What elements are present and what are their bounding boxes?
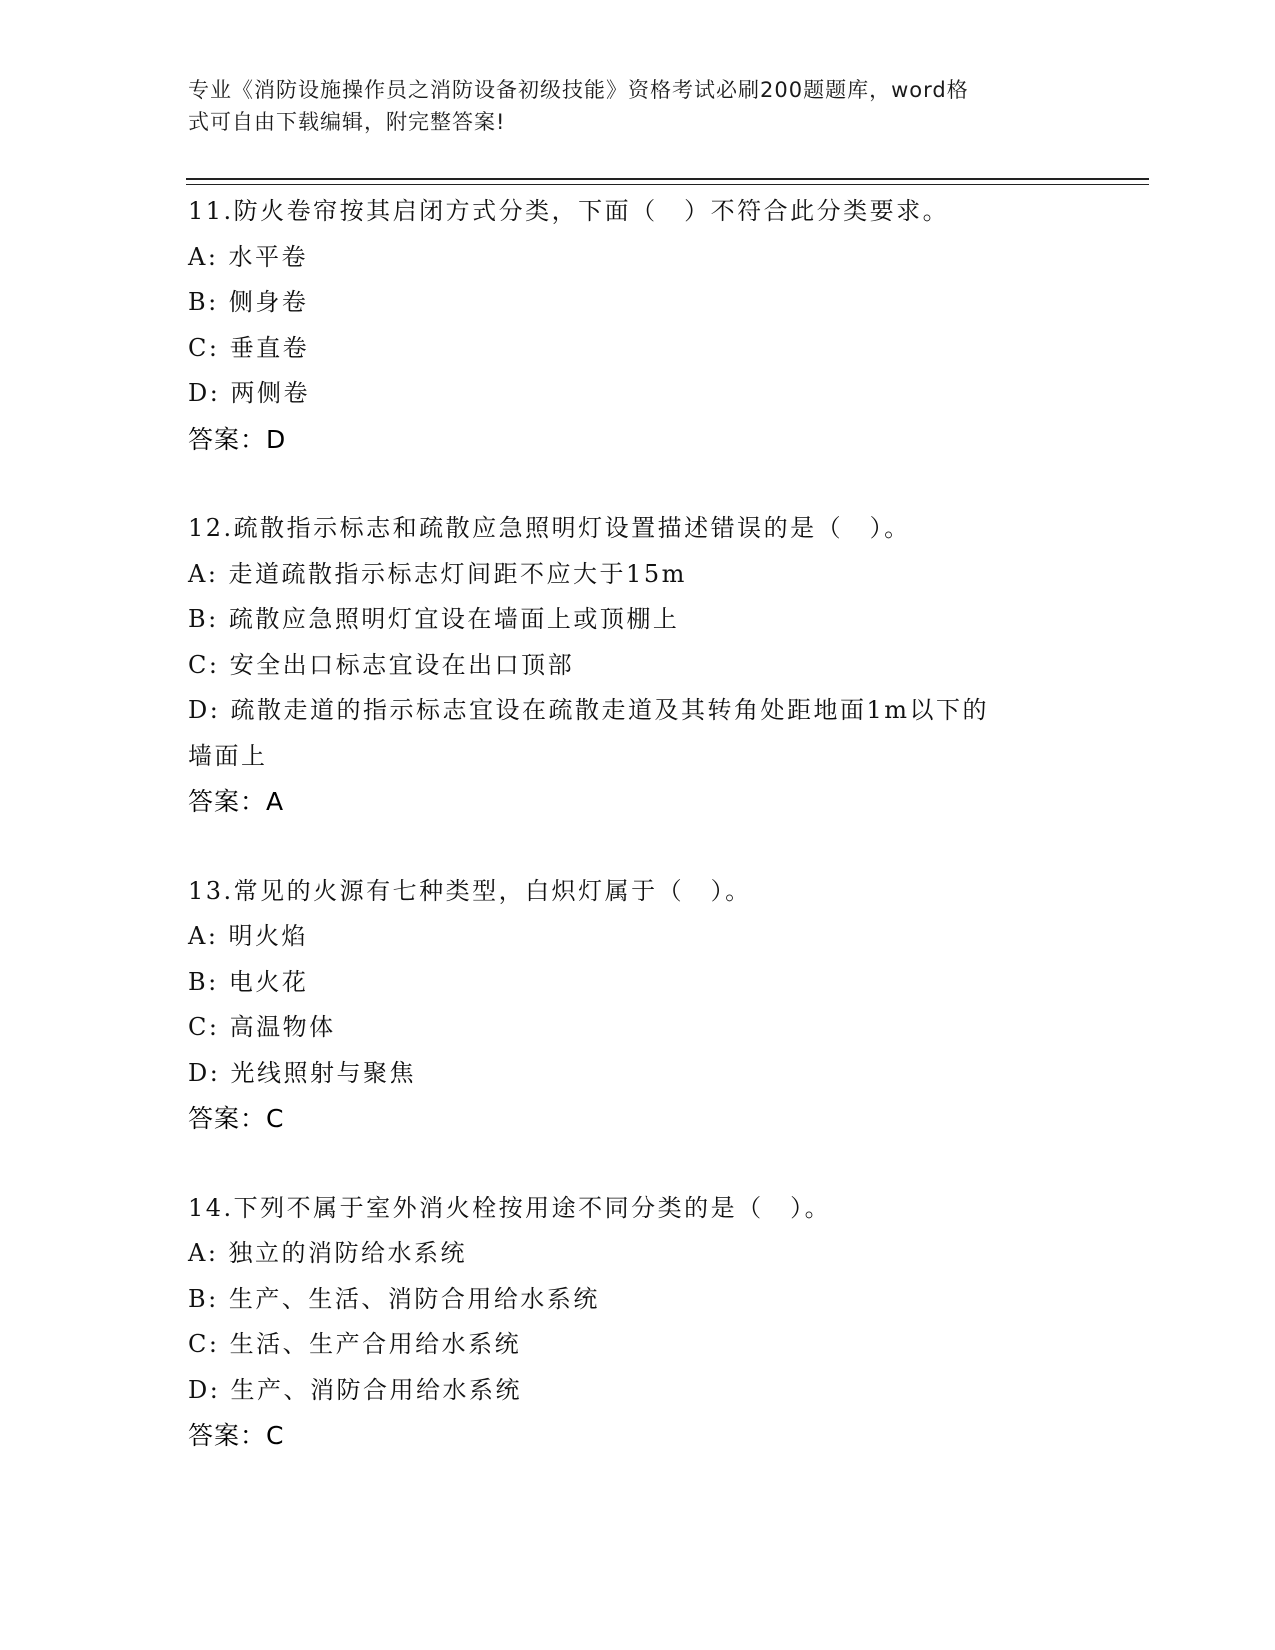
option-b: B: 电火花: [188, 967, 309, 996]
answer-line: 答案：D: [188, 424, 287, 454]
header-line-1: 专业《消防设施操作员之消防设备初级技能》资格考试必刷200题题库，word格: [188, 78, 969, 102]
question-11: [188, 189, 1068, 462]
question-14: [188, 1186, 1068, 1459]
question-stem: 14.下列不属于室外消火栓按用途不同分类的是（ ）。: [188, 1193, 832, 1222]
option-c: C: 生活、生产合用给水系统: [188, 1330, 522, 1358]
option-b: B: 生产、生活、消防合用给水系统: [188, 1284, 600, 1313]
option-d: D: 疏散走道的指示标志宜设在疏散走道及其转角处距地面1m以下的: [188, 696, 989, 724]
answer-line: 答案：C: [188, 1421, 285, 1450]
option-d: D: 生产、消防合用给水系统: [188, 1375, 522, 1404]
document-header: [188, 74, 1088, 138]
option-d: D: 两侧卷: [188, 379, 310, 407]
option-a: A: 水平卷: [188, 242, 309, 271]
option-b: B: 侧身卷: [188, 288, 309, 316]
answer-line: 答案：A: [188, 787, 285, 816]
question-list: [188, 189, 1068, 1503]
option-c: C: 安全出口标志宜设在出口顶部: [188, 650, 575, 679]
header-divider-thin: [186, 184, 1149, 185]
option-c: C: 垂直卷: [188, 333, 310, 362]
header-divider-thick: [186, 178, 1149, 180]
option-d-continuation: 墙面上: [188, 741, 268, 770]
question-stem: 11.防火卷帘按其启闭方式分类，下面（ ）不符合此分类要求。: [188, 197, 950, 225]
option-a: A: 明火焰: [188, 922, 309, 950]
option-b: B: 疏散应急照明灯宜设在墙面上或顶棚上: [188, 605, 680, 633]
header-line-2: 式可自由下载编辑，附完整答案!: [188, 110, 506, 134]
question-12: [188, 506, 1068, 825]
answer-line: 答案：C: [188, 1104, 285, 1133]
option-c: C: 高温物体: [188, 1013, 336, 1041]
option-a: A: 走道疏散指示标志灯间距不应大于15m: [188, 559, 687, 588]
question-stem: 12.疏散指示标志和疏散应急照明灯设置描述错误的是（ ）。: [188, 514, 911, 542]
question-13: [188, 869, 1068, 1142]
question-stem: 13.常见的火源有七种类型，白炽灯属于（ ）。: [188, 876, 752, 905]
option-a: A: 独立的消防给水系统: [188, 1239, 468, 1267]
option-d: D: 光线照射与聚焦: [188, 1058, 416, 1087]
